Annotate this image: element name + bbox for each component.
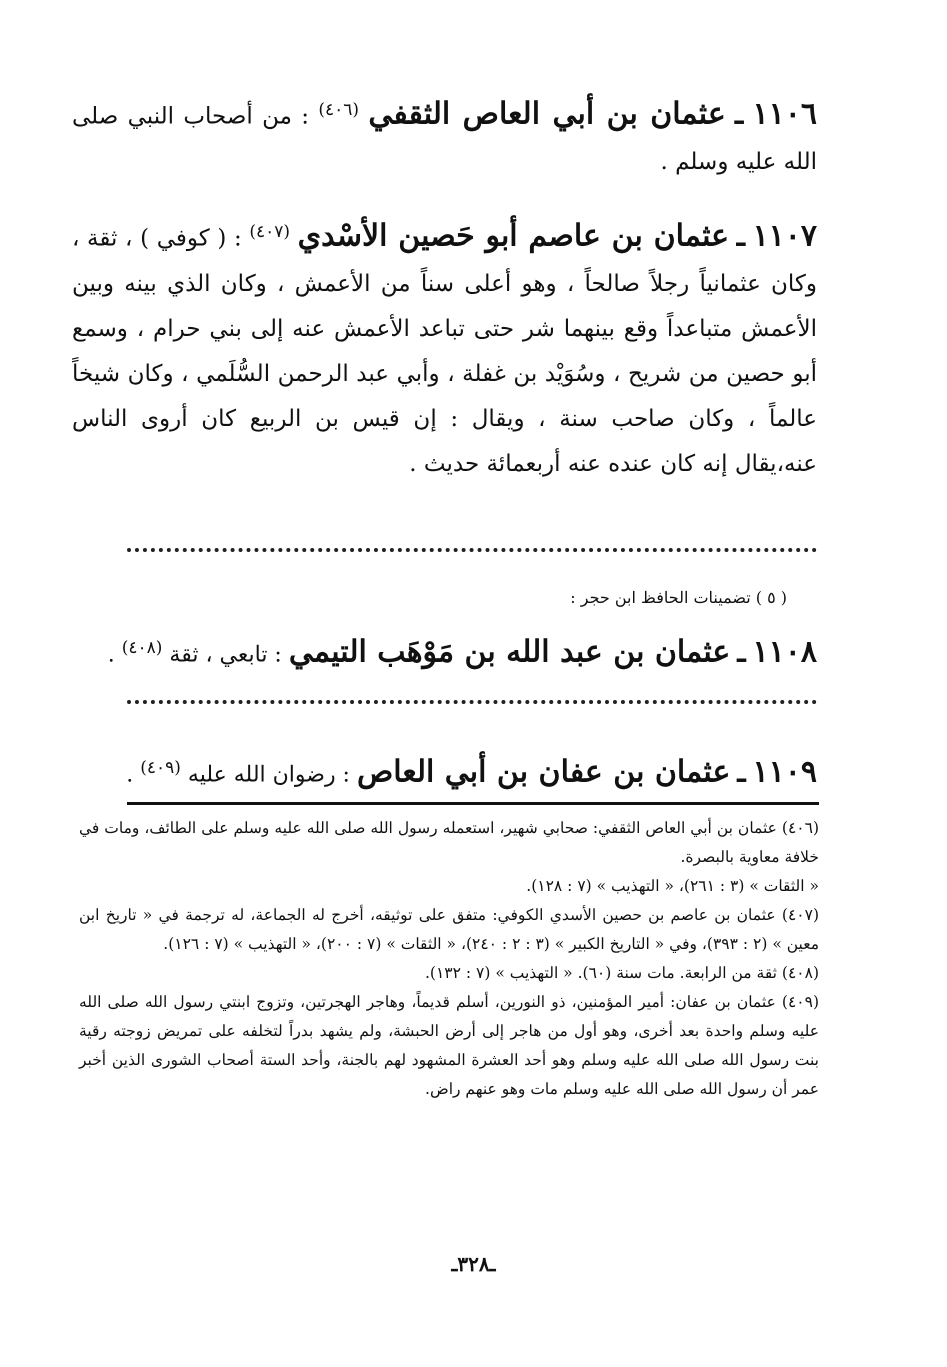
entry-text: : من أصحاب النبي صلى الله عليه وسلم . [72, 103, 817, 175]
entry-end: . [107, 642, 115, 668]
entry-number: ١١٠٩ [752, 754, 817, 790]
entry-text: : ( كوفي ) ، ثقة ، وكان عثمانياً رجلاً صالحاً ، وهو أعلى سناً من الأعمش ، وكان الذي بينه وبين الأعمش متباعداً وقع بينهما شر حتى تباعد الأعمش عنه إلى بني حرام ، وسمع أبو حصين من شريح ، وسُوَيْد بن غفلة ، وأبي عبد الرحمن السُّلَمي ، وكان شيخاً عالماً ، وكان صاحب سنة ، ويقال : إن قيس بن الربيع كان أروى الناس عنه،يقال إنه كان عنده عنه أربعمائة حديث . [72, 225, 817, 477]
footnote-ref: (٤٠٩) [140, 758, 181, 778]
entry-number: ١١٠٦ [752, 96, 817, 132]
page-number: ـ٣٢٨ـ [451, 1252, 496, 1276]
entry-dash: ـ [737, 635, 746, 669]
footnote-406-refs: « الثقات » (٣ : ٢٦١)، « التهذيب » (٧ : ١٢٨). [526, 877, 819, 895]
entry-number: ١١٠٨ [752, 634, 817, 670]
entry-1106 [72, 88, 817, 185]
section-note-label: ( ٥ ) تضمينات الحافظ ابن حجر : [570, 588, 787, 607]
footnote-406: (٤٠٦) عثمان بن أبي العاص الثقفي: صحابي شهير، استعمله رسول الله صلى الله عليه وسلم على الطائف، ومات في خلافة معاوية بالبصرة. [79, 819, 819, 866]
entry-1107 [72, 210, 817, 487]
entry-dash: ـ [736, 219, 745, 253]
entry-1108 [72, 628, 817, 675]
footnote-407: (٤٠٧) عثمان بن عاصم بن حصين الأسدي الكوفي: متفق على توثيقه، أخرج له الجماعة، له ترجمة في « تاريخ ابن معين » (٢ : ٣٩٣)، وفي « التاريخ الكبير » (٣ : ٢ : ٢٤٠)، « الثقات » (٧ : ٢٠٠)، « التهذيب » (٧ : ١٢٦). [79, 906, 819, 953]
entry-text: : تابعي ، ثقة [169, 642, 282, 668]
footnotes [79, 814, 819, 1104]
dotted-separator [127, 548, 817, 552]
entry-number: ١١٠٧ [752, 218, 818, 254]
entry-name: عثمان بن عبد الله بن مَوْهَب التيمي [288, 634, 731, 670]
footnote-ref: (٤٠٧) [249, 222, 291, 242]
entry-name: عثمان بن أبي العاص الثقفي [368, 96, 726, 132]
footnote-408: (٤٠٨) ثقة من الرابعة. مات سنة (٦٠). « التهذيب » (٧ : ١٣٢). [424, 964, 819, 982]
entry-end: . [126, 762, 134, 788]
entry-1109 [72, 748, 817, 795]
footnote-ref: (٤٠٨) [121, 638, 163, 658]
entry-name: عثمان بن عفان بن أبي العاص [356, 754, 731, 790]
entry-dash: ـ [737, 755, 746, 789]
footnote-rule [127, 802, 819, 805]
entry-dash: ـ [735, 97, 744, 131]
footnote-ref: (٤٠٦) [318, 100, 360, 120]
footnote-409: (٤٠٩) عثمان بن عفان: أمير المؤمنين، ذو النورين، أسلم قديماً، وهاجر الهجرتين، وتزوج ابنتي رسول الله صلى الله عليه وسلم واحدة بعد أخرى، وهو أول من هاجر إلى أرض الحبشة، ولم يشهد بدراً لتخلفه على تمريض زوجته رقية بنت رسول الله صلى الله عليه وسلم وهو أحد العشرة المشهود لهم بالجنة، وأحد الستة أصحاب الشورى الذين أخبر عمر أن رسول الله صلى الله عليه وسلم مات وهو عنهم راض. [79, 993, 819, 1098]
entry-text: : رضوان الله عليه [187, 762, 350, 788]
dotted-separator [127, 700, 817, 704]
entry-name: عثمان بن عاصم أبو حَصين الأسْدي [297, 218, 730, 254]
